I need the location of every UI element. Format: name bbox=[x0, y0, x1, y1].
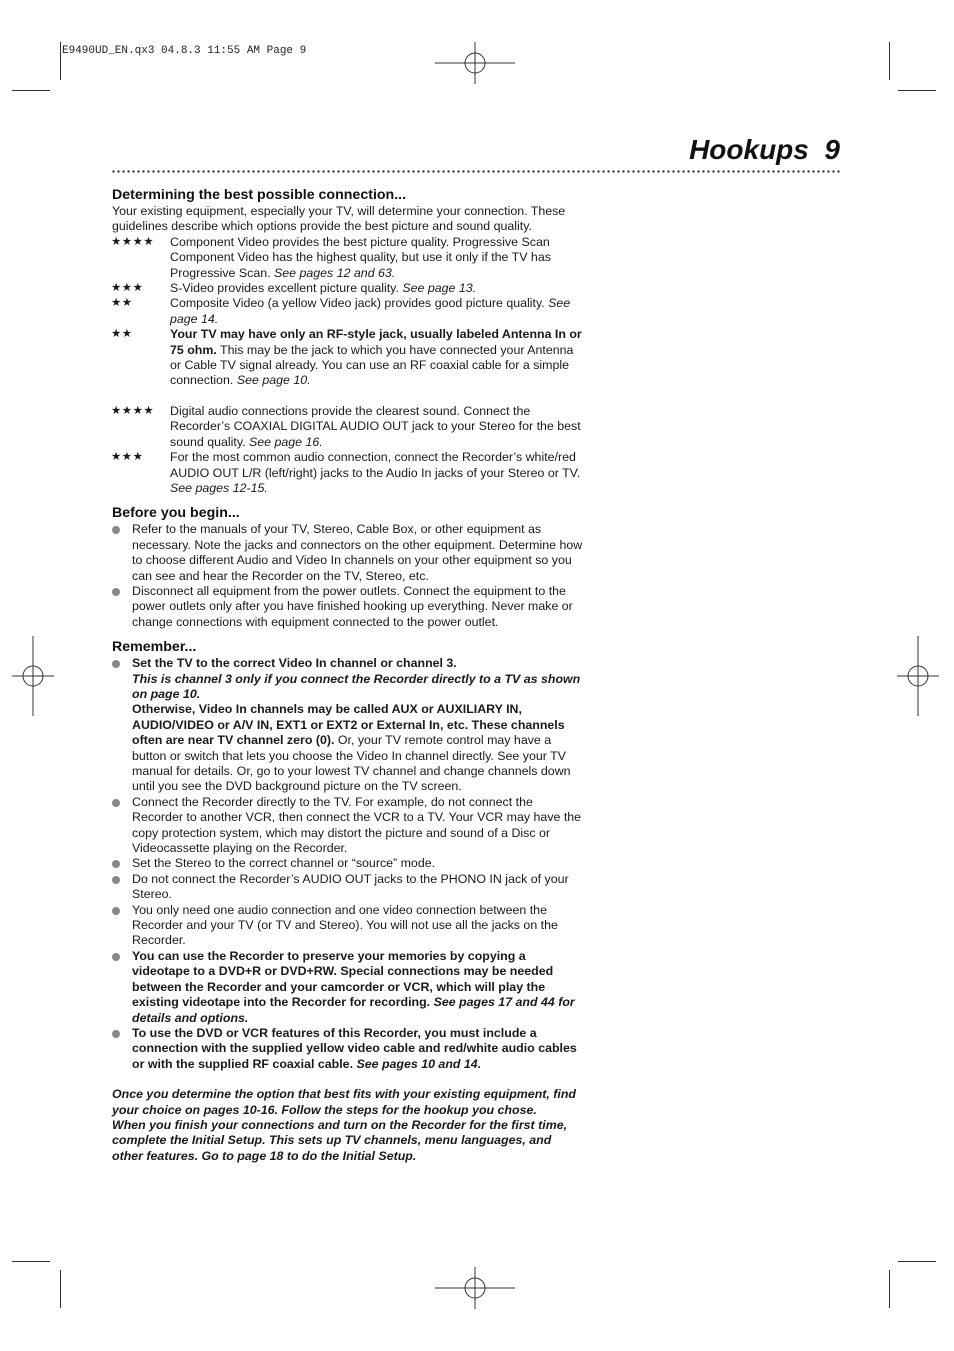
list-item-text: Or, your TV remote control may have a button or switch that lets you choose the Video In channel directly. See your TV manual for details. Or, go to your lowest TV channel and change channels down until you see the DVD background picture on the TV screen. bbox=[132, 733, 571, 794]
star-rating: ★★★ bbox=[111, 282, 144, 295]
list-item-bold: Otherwise, Video In channels may be called AUX or AUXILIARY IN, AUDIO/VIDEO or A/V IN, EXT1 or EXT2 or External In, etc. These channels often are near TV channel zero (0). bbox=[132, 702, 565, 748]
bullet-icon bbox=[112, 903, 132, 949]
rating-text: Component Video provides the best picture quality. Progressive Scan Component Video has the highest quality, but use it only if the TV has Progressive Scan. bbox=[170, 234, 551, 280]
star-rating: ★★★ bbox=[111, 451, 144, 464]
rating-text: This may be the jack to which you have connected your Antenna or Cable TV signal already. You can use an RF coaxial cable for a simple connection. bbox=[170, 342, 574, 388]
rating-text: For the most common audio connection, connect the Recorder’s white/red AUDIO OUT L/R (left/right) jacks to the Audio In jacks of your Stereo or TV. bbox=[170, 450, 581, 480]
page-content bbox=[112, 186, 584, 1164]
registration-mark-top bbox=[435, 42, 515, 84]
bullet-icon bbox=[112, 1026, 132, 1072]
before-heading: Before you begin... bbox=[112, 505, 240, 522]
crop-mark bbox=[60, 42, 61, 80]
crop-mark bbox=[898, 90, 936, 91]
page-reference: See pages 17 and 44 for details and options. bbox=[132, 995, 575, 1025]
crop-mark bbox=[889, 42, 890, 80]
list-item bbox=[112, 656, 584, 795]
closing-paragraph: Once you determine the option that best fits with your existing equipment, find your choice on pages 10-16. Follow the steps for the hookup you chose. bbox=[112, 1087, 576, 1117]
list-item bbox=[112, 903, 584, 949]
list-item-bold: You can use the Recorder to preserve your memories by copying a videotape to a DVD+R or DVD+RW. Special connections may be needed between the Recorder and your camcorder or VCR, which will play the existing videotape into the Recorder for recording. bbox=[132, 948, 554, 1010]
rating-item bbox=[112, 296, 584, 327]
list-item bbox=[112, 584, 584, 630]
bullet-icon bbox=[112, 856, 132, 871]
page-reference: See pages 10 and 14. bbox=[356, 1056, 482, 1071]
page-header bbox=[689, 134, 840, 166]
rating-text: S-Video provides excellent picture quality. bbox=[170, 281, 403, 296]
crop-mark bbox=[60, 1270, 61, 1308]
remember-heading: Remember... bbox=[112, 639, 197, 656]
registration-mark-right bbox=[897, 636, 939, 716]
list-item-bold: To use the DVD or VCR features of this Recorder, you must include a connection with the supplied yellow video cable and red/white audio cables or with the supplied RF coaxial cable. bbox=[132, 1025, 577, 1071]
list-item bbox=[112, 522, 584, 584]
star-rating: ★★ bbox=[111, 328, 133, 341]
page-reference: See page 16. bbox=[248, 434, 323, 449]
bullet-icon bbox=[112, 795, 132, 857]
list-item bbox=[112, 949, 584, 1026]
crop-mark bbox=[898, 1261, 936, 1262]
list-item bbox=[112, 1026, 584, 1072]
rating-item bbox=[112, 281, 584, 296]
page-number: 9 bbox=[824, 134, 840, 165]
crop-mark bbox=[12, 90, 50, 91]
list-item-text: You only need one audio connection and one video connection between the Recorder and your TV (or TV and Stereo). You will not use all the jacks on the Recorder. bbox=[132, 902, 558, 948]
list-item-text: Do not connect the Recorder’s AUDIO OUT jacks to the PHONO IN jack of your Stereo. bbox=[132, 871, 569, 902]
dotted-rule bbox=[111, 170, 842, 173]
bullet-icon bbox=[112, 584, 132, 630]
crop-mark bbox=[12, 1261, 50, 1262]
page-reference: See page 10. bbox=[236, 373, 311, 388]
rating-item bbox=[112, 404, 584, 450]
rating-text: Digital audio connections provide the clearest sound. Connect the Recorder’s COAXIAL DIGITAL AUDIO OUT jack to your Stereo for the best sound quality. bbox=[170, 403, 581, 449]
list-item-bold-italic: This is channel 3 only if you connect the Recorder directly to a TV as shown on page 10. bbox=[132, 671, 581, 701]
page-reference: See pages 12-15. bbox=[170, 480, 268, 495]
list-item-bold: Set the TV to the correct Video In channel or channel 3. bbox=[132, 656, 457, 671]
rating-bold-text: Your TV may have only an RF-style jack, usually labeled Antenna In or 75 ohm. bbox=[170, 327, 582, 357]
determining-intro: Your existing equipment, especially your TV, will determine your connection. These guidelines describe which options provide the best picture and sound quality. bbox=[112, 204, 566, 234]
section-title: Hookups bbox=[689, 134, 809, 165]
list-item bbox=[112, 872, 584, 903]
rating-item bbox=[112, 235, 584, 281]
print-slug: E9490UD_EN.qx3 04.8.3 11:55 AM Page 9 bbox=[62, 45, 307, 57]
bullet-icon bbox=[112, 522, 132, 584]
page-reference: See pages 12 and 63. bbox=[274, 265, 396, 280]
star-rating: ★★★★ bbox=[111, 404, 155, 417]
rating-item bbox=[112, 327, 584, 389]
list-item bbox=[112, 856, 584, 871]
bullet-icon bbox=[112, 656, 132, 795]
list-item-text: Set the Stereo to the correct channel or “source” mode. bbox=[132, 856, 436, 871]
list-item bbox=[112, 795, 584, 857]
closing-paragraph: When you finish your connections and turn on the Recorder for the first time, complete the Initial Setup. This sets up TV channels, menu languages, and other features. Go to page 18 to do the Initial Setup. bbox=[112, 1117, 568, 1163]
list-item-text: Refer to the manuals of your TV, Stereo, Cable Box, or other equipment as necessary. Note the jacks and connectors on the other equipment. Determine how to choose different Audio and Video In channels on your other equipment so you can see and hear the Recorder on the TV, Stereo, etc. bbox=[132, 522, 583, 583]
rating-item bbox=[112, 450, 584, 496]
list-item-text: Disconnect all equipment from the power outlets. Connect the equipment to the power outlets only after you have finished hooking up everything. Never make or change connections with equipment connected to the power outlet. bbox=[132, 583, 573, 629]
star-rating: ★★ bbox=[111, 297, 133, 310]
bullet-icon bbox=[112, 872, 132, 903]
crop-mark bbox=[889, 1270, 890, 1308]
registration-mark-bottom bbox=[435, 1267, 515, 1309]
list-item-text: Connect the Recorder directly to the TV. For example, do not connect the Recorder to another VCR, then connect the VCR to a TV. Your VCR may have the copy protection system, which may distort the picture and sound of a Disc or Videocassette playing on the Recorder. bbox=[132, 794, 582, 856]
page-reference: See page 13. bbox=[402, 281, 477, 296]
star-rating: ★★★★ bbox=[111, 235, 155, 248]
bullet-icon bbox=[112, 949, 132, 1026]
rating-text: Composite Video (a yellow Video jack) provides good picture quality. bbox=[170, 296, 549, 311]
page-reference: See page 14. bbox=[170, 296, 571, 326]
determining-heading: Determining the best possible connection... bbox=[112, 187, 407, 203]
registration-mark-left bbox=[12, 636, 54, 716]
